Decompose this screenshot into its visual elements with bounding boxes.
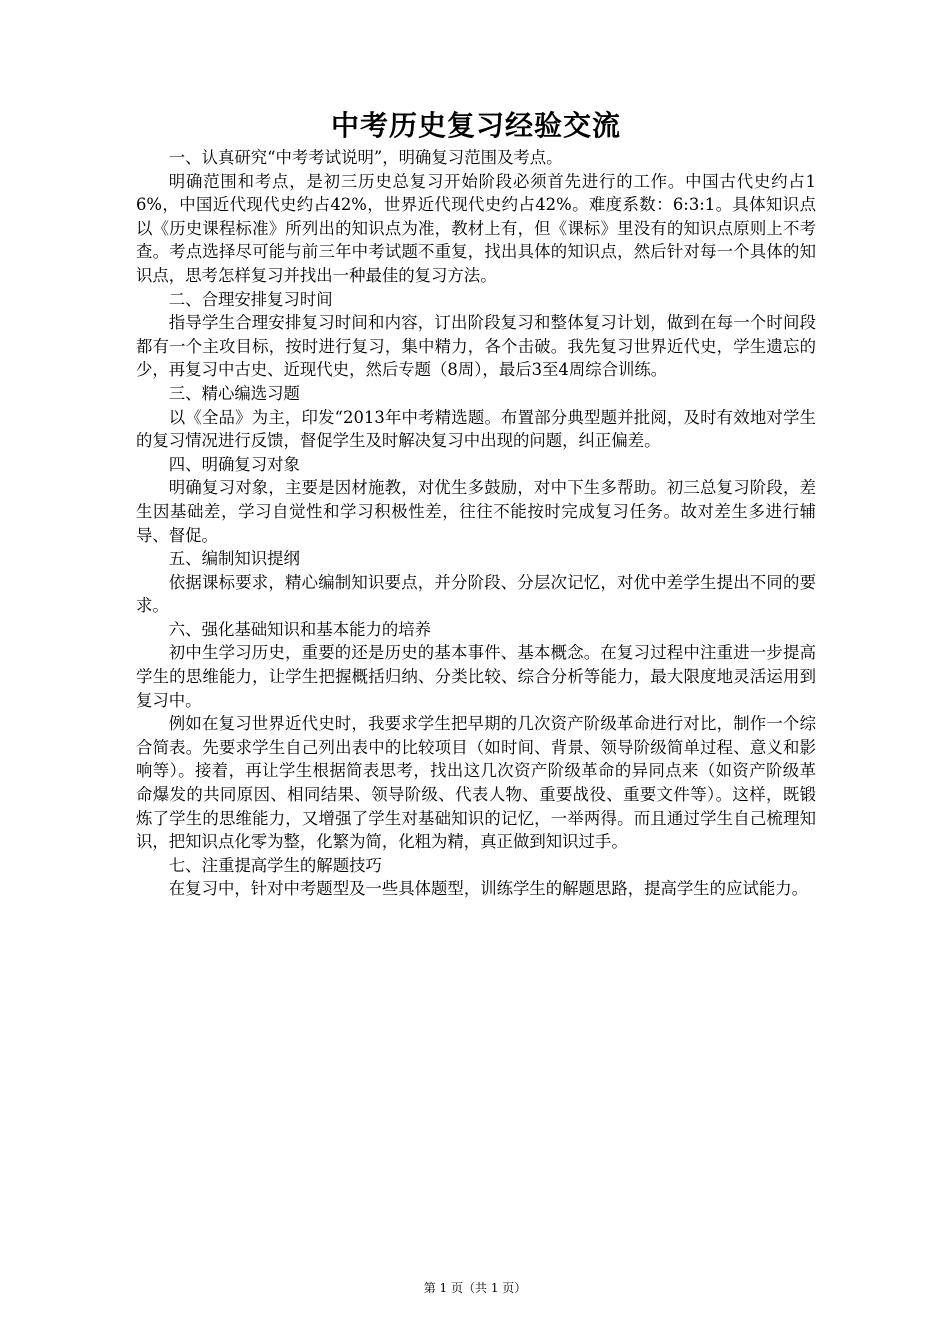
heading-4: 四、明确复习对象 [168,454,300,474]
heading-2: 二、合理安排复习时间 [168,289,333,309]
heading-5: 五、编制知识提纲 [168,549,300,569]
document-body [136,146,816,901]
document-title: 中考历史复习经验交流 [330,109,621,142]
paragraph-3: 以《全品》为主，印发“2013年中考精选题。布置部分典型题并批阅，及时有效地对学生的复习情况进行反馈，督促学生及时解决复习中出现的问题，纠正偏差。 [136,407,816,451]
heading-6: 六、强化基础知识和基本能力的培养 [168,619,432,639]
paragraph-6a: 初中生学习历史，重要的还是历史的基本事件、基本概念。在复习过程中注重进一步提高学生的思维能力，让学生把握概括归纳、分类比较、综合分析等能力，最大限度地灵活运用到复习中。 [136,643,816,710]
paragraph-5: 依据课标要求，精心编制知识要点，并分阶段、分层次记忆，对优中差学生提出不同的要求。 [136,572,816,616]
paragraph-6b: 例如在复习世界近代史时，我要求学生把早期的几次资产阶级革命进行对比，制作一个综合简表。先要求学生自己列出表中的比较项目（如时间、背景、领导阶级简单过程、意义和影响等）。接着，再让学生根据简表思考，找出这几次资产阶级革命的异同点来（如资产阶级革命爆发的共同原因、相同结果、领导阶级、代表人物、重要战役、重要文件等）。这样，既锻炼了学生的思维能力，又增强了学生对基础知识的记忆，一举两得。而且通过学生自己梳理知识，把知识点化零为整，化繁为简，化粗为精，真正做到知识过手。 [136,714,816,852]
paragraph-4: 明确复习对象，主要是因材施教，对优生多鼓励，对中下生多帮助。初三总复习阶段，差生因基础差，学习自觉性和学习积极性差，往往不能按时完成复习任务。故对差生多进行辅导、督促。 [136,478,816,545]
heading-1: 一、认真研究“中考考试说明”，明确复习范围及考点。 [168,148,563,167]
paragraph-7: 在复习中，针对中考题型及一些具体题型，训练学生的解题思路，提高学生的应试能力。 [168,879,809,899]
heading-3: 三、精心编选习题 [168,383,300,403]
heading-7: 七、注重提高学生的解题技巧 [168,855,382,875]
page-footer: 第 1 页（共 1 页） [423,1281,527,1295]
paragraph-1: 明确范围和考点，是初三历史总复习开始阶段必须首先进行的工作。中国古代史约占16%，中国近代现代史约占42%，世界近代现代史约占42%。难度系数：6:3:1。具体知识点以《历史课程标准》所列出的知识点为准，教材上有，但《课标》里没有的知识点原则上不考查。考点选择尽可能与前三年中考试题不重复，找出具体的知识点，然后针对每一个具体的知识点，思考怎样复习并找出一种最佳的复习方法。 [136,171,816,285]
paragraph-2: 指导学生合理安排复习时间和内容，订出阶段复习和整体复习计划，做到在每一个时间段都有一个主攻目标，按时进行复习，集中精力，各个击破。我先复习世界近代史，学生遗忘的少，再复习中古史、近现代史，然后专题（8周），最后3至4周综合训练。 [136,313,816,380]
